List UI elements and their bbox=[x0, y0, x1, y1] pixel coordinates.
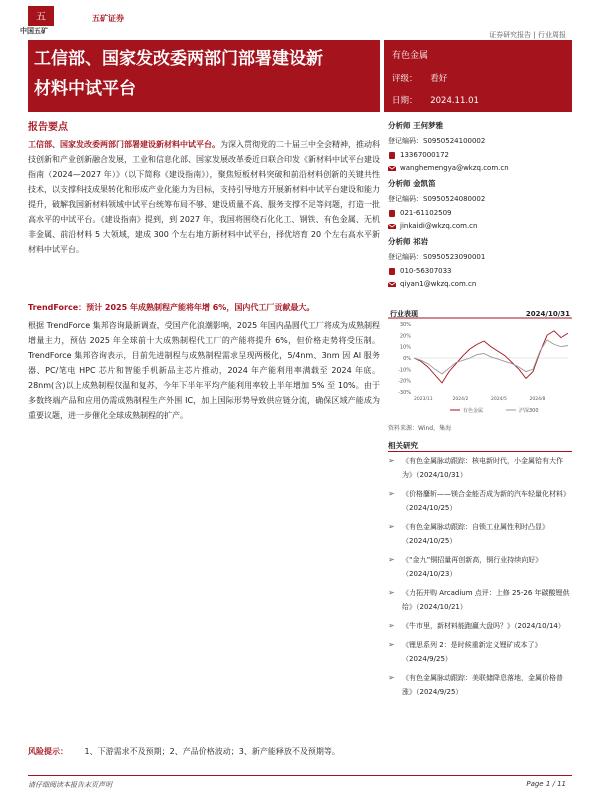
related-item[interactable]: ➢ 《价格鏖斩——镁合金能否成为新的汽车轻量化材料》（2024/10/25） bbox=[388, 487, 572, 515]
title-band bbox=[28, 40, 380, 112]
p1-lead: 工信部、国家发改委两部门部署建设新材料中试平台。 bbox=[28, 140, 220, 149]
arrow-icon: ➢ bbox=[388, 621, 395, 630]
logo-name: 五矿证券 bbox=[92, 14, 124, 23]
footer-page-number: Page 1 / 11 bbox=[526, 780, 566, 788]
arrow-icon: ➢ bbox=[388, 489, 395, 498]
y-tick-label: -20% bbox=[398, 378, 411, 385]
related-rule bbox=[388, 451, 572, 452]
page-header bbox=[0, 0, 600, 44]
chart-source: 资料来源：Wind，集海 bbox=[388, 425, 452, 432]
analyst-sidebar bbox=[388, 114, 572, 288]
email-icon bbox=[388, 281, 396, 288]
arrow-icon: ➢ bbox=[388, 555, 395, 564]
analyst-phone: 021-61102509 bbox=[388, 209, 572, 217]
phone-icon bbox=[388, 152, 396, 159]
y-tick-label: 0% bbox=[403, 356, 411, 362]
related-item[interactable]: ➢ 《牛市里，新材料能跑赢大盘吗？》（2024/10/14） bbox=[388, 619, 572, 633]
y-tick-label: -10% bbox=[398, 367, 411, 374]
date-label: 日期： bbox=[392, 96, 418, 106]
risk-text: 1、下游需求不及预期；2、产品价格波动；3、新产能释放不及预期等。 bbox=[84, 747, 340, 756]
page-title-line2: 材料中试平台 bbox=[34, 79, 136, 99]
risk-warning bbox=[28, 746, 340, 757]
arrow-icon: ➢ bbox=[388, 522, 395, 531]
email-icon bbox=[388, 223, 396, 230]
rating-value: 看好 bbox=[430, 74, 448, 84]
arrow-icon: ➢ bbox=[388, 456, 395, 465]
related-item[interactable]: ➢ 《锂思系列 2：是时候重新定义锂矿成本了》（2024/9/25） bbox=[388, 638, 572, 666]
y-tick-label: -30% bbox=[398, 390, 411, 396]
summary-paragraph-1 bbox=[28, 137, 380, 257]
risk-label: 风险提示： bbox=[28, 747, 68, 756]
page-title-line1: 工信部、国家发改委两部门部署建设新 bbox=[34, 49, 323, 69]
y-tick-label: 10% bbox=[399, 344, 411, 351]
analyst-phone: 010-56307033 bbox=[388, 267, 572, 275]
chart-svg bbox=[388, 308, 572, 418]
legend-label: 有色金属 bbox=[463, 408, 484, 414]
arrow-icon: ➢ bbox=[388, 640, 395, 649]
related-item[interactable]: ➢ 《“金九”铜招量再创新高，铜行业持续向好》（2024/10/23） bbox=[388, 553, 572, 581]
svg-text:五: 五 bbox=[36, 12, 46, 23]
related-heading: 相关研究 bbox=[388, 441, 418, 450]
analyst-block bbox=[388, 120, 572, 172]
analyst-reg: 登记编码：S0950524080002 bbox=[388, 195, 486, 203]
x-tick-label: 2023/11 bbox=[414, 397, 433, 402]
p2-body: 根据 TrendForce 集邦咨询最新调查，受国产化浪潮影响，2025 年国内晶圆代工厂将成为成熟制程增量主力，预估 2025 年全球前十大成熟制程代工厂的产能将提升 6%，但价格走势将受压制。TrendForce 集邦咨询表示，目前先进制程与成熟制程需求呈现两极化，5/4nm、3nm 因 AI 服务器、PC/笔电 HPC 芯片和智能手机新品主芯片推动，2024 年产能利用率满载至 2024 年底。28nm(含)以上成熟制程仅温和复苏，今年下半年平均产能利用率较上半年增加 5% 至 10%。由于多数终端产品和应用仍需成熟制程生产外围 IC，加上国际形势导致供应链分流，确保区域产能成为重要议题，进一步催化全球成熟制程的扩产。 bbox=[28, 321, 380, 420]
related-item[interactable]: ➢ 《有色金属脉动跟踪：美联储降息落地，金属价格普涨》（2024/9/25） bbox=[388, 671, 572, 699]
summary-heading: 报告要点 bbox=[28, 122, 68, 133]
analyst-block bbox=[388, 178, 572, 230]
analyst-name: 分析师 王何梦雅 bbox=[388, 121, 444, 130]
chart-title: 行业表现 bbox=[390, 310, 418, 318]
arrow-icon: ➢ bbox=[388, 588, 395, 597]
related-item[interactable]: ➢ 《有色金属脉动跟踪：核电新时代，小金属铪有大作为》（2024/10/31） bbox=[388, 454, 572, 482]
chart-date: 2024/10/31 bbox=[525, 310, 570, 318]
x-tick-label: 2024/8 bbox=[529, 397, 546, 402]
date-row bbox=[392, 94, 479, 106]
p2-lead: TrendForce：预计 2025 年成熟制程产能将年增 6%，国内代工厂贡献最大。 bbox=[28, 303, 315, 312]
arrow-icon: ➢ bbox=[388, 673, 395, 682]
series-line-沪深300 bbox=[414, 340, 568, 374]
p1-body: 为深入贯彻党的二十届三中全会精神，推动科技创新和产业创新融合发展，工业和信息化部、国家发展改革委近日联合印发《新材料中试平台建设指南（2024—2027 年）》（以下简称《建设指南》），聚焦短板材料突破和前沿材料创新的关键共性技术，以支撑科技成果转化和形成产业化能力为目标，支持引导地方开展新材料中试平台建设和能力提升，破解我国新材料领域中试平台统筹布局不够、建设质量不高、服务支撑不足等问题，打造一批高水平的中试平台。《建设指南》提到，到 2027 年，我国将围绕石化化工、钢铁、有色金属、无机非金属、前沿材料 5 大领域，建成 300 个左右地方新材料中试平台，择优培育 20 个左右高水平新材料中试平台。 bbox=[28, 140, 380, 254]
logo-cn-text: 中国五矿 bbox=[20, 27, 48, 35]
phone-icon bbox=[388, 268, 396, 275]
x-tick-label: 2024/2 bbox=[452, 397, 469, 402]
report-type: 证券研究报告 | 行业周报 bbox=[489, 31, 566, 39]
analyst-name: 分析师 金凯笛 bbox=[388, 179, 436, 188]
email-icon bbox=[388, 165, 396, 172]
summary-paragraph-2-lead bbox=[28, 300, 380, 315]
summary-paragraph-2 bbox=[28, 318, 380, 423]
analyst-email[interactable]: jinkaidi@wkzq.com.cn bbox=[388, 222, 572, 230]
analyst-reg: 登记编码：S0950524100002 bbox=[388, 137, 486, 145]
analyst-block bbox=[388, 236, 572, 288]
industry-label: 有色金属 bbox=[392, 51, 429, 61]
analyst-reg: 登记编码：S0950523090001 bbox=[388, 253, 486, 261]
industry-performance-chart bbox=[388, 308, 572, 418]
analyst-email[interactable]: qiyan1@wkzq.com.cn bbox=[388, 280, 572, 288]
legend-label: 沪深300 bbox=[519, 408, 539, 414]
date-value: 2024.11.01 bbox=[430, 96, 479, 106]
analyst-name: 分析师 祁岩 bbox=[388, 237, 429, 246]
x-tick-label: 2024/5 bbox=[491, 397, 507, 402]
related-item[interactable]: ➢ 《力拓并购 Arcadium 点评：上修 25-26 年碳酸锂供给》（2024/10/21） bbox=[388, 586, 572, 614]
rating-band bbox=[384, 40, 572, 112]
analyst-phone: 13367000172 bbox=[388, 151, 572, 159]
related-item[interactable]: ➢ 《有色金属脉动跟踪：自锁工业属性利时凸显》（2024/10/25） bbox=[388, 520, 572, 548]
analyst-email[interactable]: wanghemengya@wkzq.com.cn bbox=[388, 164, 572, 172]
rating-row bbox=[392, 72, 447, 84]
related-list bbox=[388, 454, 572, 704]
wukuang-logo-icon bbox=[28, 6, 54, 26]
footer-disclaimer: 请仔细阅读本报告末页声明 bbox=[28, 781, 112, 789]
phone-icon bbox=[388, 210, 396, 217]
y-tick-label: 30% bbox=[399, 322, 411, 328]
rating-label: 评级： bbox=[392, 74, 418, 84]
footer-rule bbox=[28, 775, 572, 776]
y-tick-label: 20% bbox=[399, 333, 411, 340]
